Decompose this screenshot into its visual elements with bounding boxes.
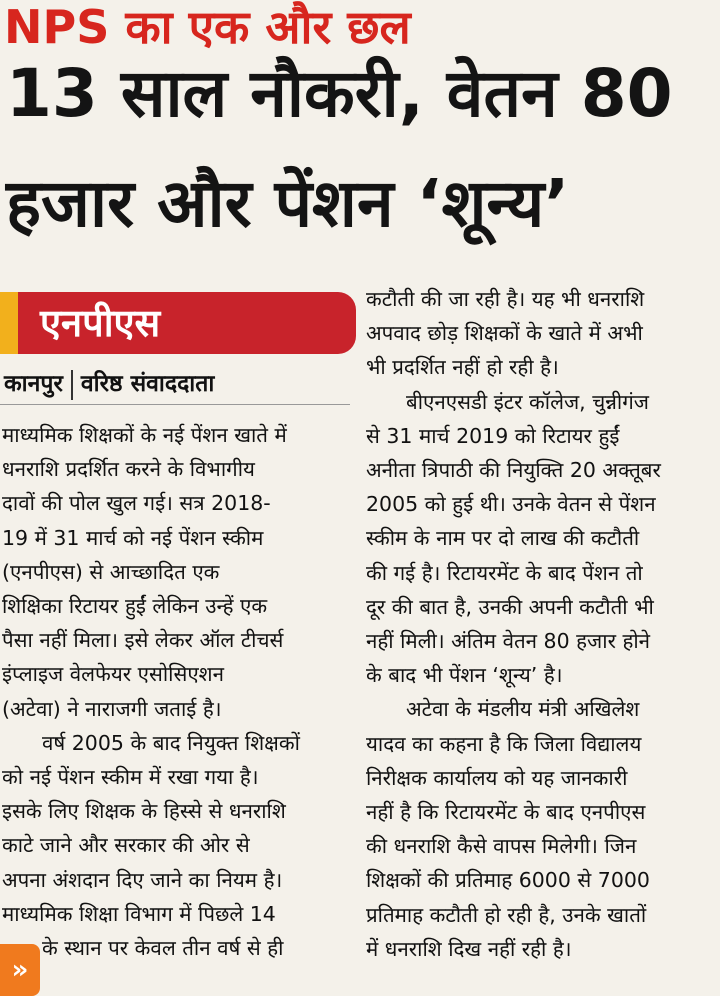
section-tag (0, 292, 356, 354)
body-line: के बाद भी पेंशन ‘शून्य’ है। (366, 663, 563, 688)
body-line: 19 में 31 मार्च को नई पेंशन स्कीम (2, 525, 264, 550)
headline-line-1: 13 साल नौकरी, वेतन 80 (6, 55, 673, 132)
expand-arrow-button[interactable] (0, 944, 40, 996)
body-line: अटेवा के मंडलीय मंत्री अखिलेश (406, 697, 640, 722)
byline-city: कानपुर (4, 371, 63, 397)
body-line: कटौती की जा रही है। यह भी धनराशि (366, 287, 645, 311)
body-line: शिक्षकों की प्रतिमाह 6000 से 7000 (366, 868, 650, 893)
body-line: में धनराशि दिख नहीं रही है। (366, 936, 572, 961)
double-chevron-right-icon: » (11, 955, 29, 985)
body-line: अनीता त्रिपाठी की नियुक्ति 20 अक्तूबर (366, 458, 661, 483)
body-line: काटे जाने और सरकार की ओर से (2, 833, 250, 858)
body-line: पैसा नहीं मिला। इसे लेकर ऑल टीचर्स (2, 628, 284, 653)
body-line: नहीं मिली। अंतिम वेतन 80 हजार होने (366, 629, 651, 654)
body-line: स्कीम के नाम पर दो लाख की कटौती (366, 526, 640, 551)
body-line: निरीक्षक कार्यालय को यह जानकारी (366, 765, 628, 790)
body-line: अपना अंशदान दिए जाने का नियम है। (2, 867, 283, 892)
body-line: की गई है। रिटायरमेंट के बाद पेंशन तो (366, 560, 643, 585)
body-line: (एनपीएस) से आच्छादित एक (2, 559, 220, 584)
body-line: भी प्रदर्शित नहीं हो रही है। (366, 355, 559, 380)
article-kicker: NPS का एक और छल (4, 0, 411, 54)
body-line: 2005 को हुई थी। उनके वेतन से पेंशन (366, 492, 656, 517)
body-line: को नई पेंशन स्कीम में रखा गया है। (2, 765, 259, 790)
body-line: यादव का कहना है कि जिला विद्यालय (366, 731, 642, 756)
body-line: दावों की पोल खुल गई। सत्र 2018- (2, 491, 271, 516)
body-line: माध्यमिक शिक्षकों के नई पेंशन खाते में (2, 423, 287, 447)
byline-rule (0, 404, 350, 405)
byline-author: वरिष्ठ संवाददाता (80, 371, 215, 397)
body-line: शिक्षिका रिटायर हुईं लेकिन उन्हें एक (2, 594, 268, 619)
body-line: (अटेवा) ने नाराजगी जताई है। (2, 696, 222, 721)
body-line: इंप्लाइज वेलफेयर एसोसिएशन (2, 662, 224, 687)
body-line: धनराशि प्रदर्शित करने के विभागीय (2, 457, 255, 482)
body-line: बीएनएसडी इंटर कॉलेज, चुन्नीगंज (406, 389, 649, 414)
body-line: वर्ष 2005 के बाद नियुक्त शिक्षकों (42, 730, 300, 755)
body-line: अपवाद छोड़ शिक्षकों के खाते में अभी (366, 321, 643, 346)
section-tag-label: एनपीएस (40, 301, 161, 345)
body-line: माध्यमिक शिक्षा विभाग में पिछले 14 (2, 901, 276, 926)
byline (4, 366, 214, 400)
body-line: दूर की बात है, उनकी अपनी कटौती भी (366, 594, 654, 619)
body-line: नहीं है कि रिटायरमेंट के बाद एनपीएस (366, 800, 646, 825)
body-line: के स्थान पर केवल तीन वर्ष से ही (42, 936, 284, 961)
body-line: से 31 मार्च 2019 को रिटायर हुईं (366, 423, 620, 448)
body-line: प्रतिमाह कटौती हो रही है, उनके खातों (366, 902, 647, 927)
right-column (366, 282, 714, 966)
byline-divider (71, 370, 73, 400)
left-column (2, 418, 344, 965)
body-line: की धनराशि कैसे वापस मिलेगी। जिन (366, 834, 637, 859)
headline-line-2: हजार और पेंशन ‘शून्य’ (6, 165, 570, 242)
body-line: इसके लिए शिक्षक के हिस्से से धनराशि (2, 799, 286, 824)
